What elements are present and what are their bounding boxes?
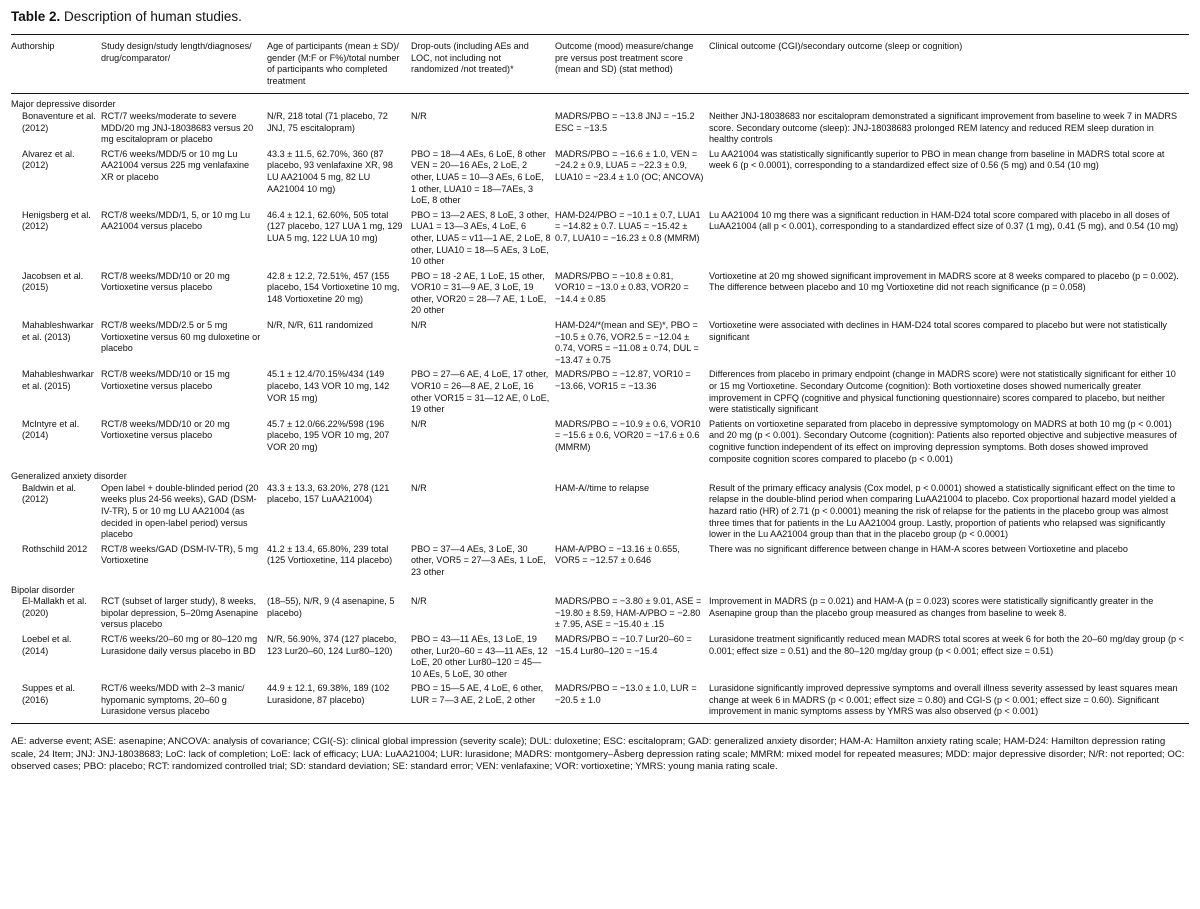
dropouts-cell: PBO = 15—5 AE, 4 LoE, 6 other, LUR = 7—3 AE, 2 LoE, 2 other (411, 683, 544, 705)
header-dropouts: Drop-outs (including AEs and LOC, not including not randomized /not treated)* (411, 41, 529, 75)
caption-label: Table 2. (11, 9, 61, 24)
group-heading: Bipolar disorder (11, 584, 75, 595)
dropouts-cell: N/R (411, 418, 427, 429)
group-heading: Generalized anxiety disorder (11, 471, 127, 482)
participants-cell: 42.8 ± 12.2, 72.51%, 457 (155 placebo, 154 Vortioxetine 10 mg, 148 Vortioxetine 20 mg) (267, 270, 400, 304)
clinical-outcome-cell: Vortioxetine were associated with declines in HAM-D24 total scores compared to placebo but were not statistically significant (709, 320, 1167, 342)
header-authorship: Authorship (11, 41, 55, 51)
outcome-cell: MADRS/PBO = −13.8 JNJ = −15.2 ESC = −13.5 (555, 110, 695, 133)
caption-title: Description of human studies. (64, 9, 242, 24)
dropouts-cell: PBO = 13—2 AES, 8 LoE, 3 other, LUA1 = 13—3 AEs, 4 LoE, 6 other, LUA5 = v11—1 AE, 2 LoE, 8 other, LUA10 = 18—5 AEs, 3 LoE, 10 other (411, 209, 551, 267)
clinical-outcome-cell: There was no significant difference between change in HAM-A scores between Vortioxetine and placebo (709, 543, 1128, 554)
group-row (11, 582, 1189, 597)
outcome-cell: HAM-D24/PBO = −10.1 ± 0.7, LUA1 = −14.82 ± 0.7. LUA5 = −15.42 ± 0.7, LUA10 = −16.23 ± 0.8 (MMRM) (555, 209, 701, 243)
studies-table (11, 35, 1189, 721)
outcome-cell: MADRS/PBO = −10.9 ± 0.6, VOR10 = −15.6 ± 0.6, VOR20 = −17.6 ± 0.6 (MMRM) (555, 418, 701, 452)
dropouts-cell: PBO = 43—11 AEs, 13 LoE, 19 other, Lur20–60 = 43—11 AEs, 12 LoE, 20 other Lur80–120 = 45—10 AEs, 5 LoE, 30 other (411, 633, 548, 679)
bottom-rule (11, 723, 1189, 724)
participants-cell: 45.7 ± 12.0/66.22%/598 (196 placebo, 195 VOR 10 mg, 207 VOR 20 mg) (267, 418, 390, 452)
dropouts-cell: N/R (411, 110, 427, 121)
group-row (11, 468, 1189, 483)
table-body (11, 96, 1189, 721)
table-row (11, 483, 1189, 544)
participants-cell: 45.1 ± 12.4/70.15%/434 (149 placebo, 143 VOR 10 mg, 142 VOR 15 mg) (267, 369, 390, 403)
study-design-cell: RCT/8 weeks/MDD/10 or 20 mg Vortioxetine versus placebo (101, 270, 230, 293)
study-design-cell: RCT/8 weeks/MDD/10 or 15 mg Vortioxetine versus placebo (101, 369, 230, 392)
study-design-cell: RCT/8 weeks/MDD/1, 5, or 10 mg Lu AA21004 versus placebo (101, 209, 251, 232)
table-row (11, 210, 1189, 271)
outcome-cell: MADRS/PBO = −12.87, VOR10 = −13.66, VOR15 = −13.36 (555, 369, 691, 392)
participants-cell: N/R, 56.90%, 374 (127 placebo, 123 Lur20–60, 124 Lur80–120) (267, 633, 397, 656)
participants-cell: N/R, 218 total (71 placebo, 72 JNJ, 75 escitalopram) (267, 110, 388, 133)
outcome-cell: MADRS/PBO = −16.6 ± 1.0, VEN = −24.2 ± 0.9, LUA5 = −22.3 ± 0.9, LUA10 = −23.4 ± 1.0 (OC; ANCOVA) (555, 148, 704, 182)
dropouts-cell: N/R (411, 320, 427, 331)
authorship-cell: Henigsberg et al. (2012) (22, 209, 91, 232)
table-row (11, 320, 1189, 369)
study-design-cell: RCT/6 weeks/MDD/5 or 10 mg Lu AA21004 versus 225 mg venlafaxine XR or placebo (101, 148, 250, 182)
header-row (11, 35, 1189, 94)
table-row (11, 683, 1189, 721)
clinical-outcome-cell: Lu AA21004 was statistically significantly superior to PBO in mean change from baseline in MADRS total score at week 6 (p < 0.0001), corresponding to a standardized effect size of 0.56 (5 mg) and 0.54 (10 mg) (709, 148, 1165, 171)
participants-cell: 44.9 ± 12.1, 69.38%, 189 (102 Lurasidone, 87 placebo) (267, 683, 390, 705)
study-design-cell: RCT/6 weeks/MDD with 2–3 manic/ hypomanic symptoms, 20–60 g Lurasidone versus placebo (101, 683, 245, 717)
authorship-cell: Jacobsen et al. (2015) (22, 270, 84, 293)
outcome-cell: MADRS/PBO = −3.80 ± 9.01, ASE = −19.80 ± 8.59, HAM-A/PBO = −2.80 ± 7.95, ASE = −15.40 ± .15 (555, 596, 702, 630)
authorship-cell: McIntyre et al. (2014) (22, 418, 80, 441)
group-heading: Major depressive disorder (11, 99, 116, 110)
dropouts-cell: N/R (411, 482, 427, 493)
header-outcome: Outcome (mood) measure/change pre versus post treatment score (mean and SD) (stat method) (555, 41, 694, 75)
header-study-design: Study design/study length/diagnoses/ drug/comparator/ (101, 41, 252, 63)
clinical-outcome-cell: Vortioxetine at 20 mg showed significant improvement in MADRS score at 8 weeks compared to placebo (p = 0.002). The difference between placebo and 10 mg Vortioxetine did not reach significance (p = 0.058) (709, 270, 1179, 293)
authorship-cell: Rothschild 2012 (22, 543, 88, 554)
outcome-cell: MADRS/PBO = −10.8 ± 0.81, VOR10 = −13.0 ± 0.83, VOR20 = −14.4 ± 0.85 (555, 270, 689, 304)
dropouts-cell: PBO = 27—6 AE, 4 LoE, 17 other, VOR10 = 26—8 AE, 2 LoE, 16 other VOR15 = 31—12 AE, 0 LoE, 19 other (411, 369, 550, 415)
table-row (11, 419, 1189, 468)
table-row (11, 271, 1189, 320)
document-page (11, 8, 1189, 774)
authorship-cell: Bonaventure et al. (2012) (22, 110, 96, 133)
table-row (11, 149, 1189, 210)
clinical-outcome-cell: Neither JNJ-18038683 nor escitalopram demonstrated a significant improvement from baseline to week 7 in MADRS score. Secondary outcome (sleep): JNJ-18038683 prolonged REM latency and reduced REM sleep duration in healthy controls (709, 110, 1178, 145)
study-design-cell: RCT/8 weeks/MDD/2.5 or 5 mg Vortioxetine versus 60 mg duloxetine or placebo (101, 320, 261, 354)
study-design-cell: RCT/8 weeks/MDD/10 or 20 mg Vortioxetine versus placebo (101, 418, 230, 441)
participants-cell: N/R, N/R, 611 randomized (267, 320, 373, 331)
clinical-outcome-cell: Lu AA21004 10 mg there was a significant reduction in HAM-D24 total score compared with placebo in all doses of LuAA21004 (all p < 0.001), corresponding to a standardized effect size of 0.37 (1 mg), 0.41 (5 mg), and 0.54 (10 mg) (709, 209, 1179, 232)
table-row (11, 544, 1189, 582)
participants-cell: 43.3 ± 11.5, 62.70%, 360 (87 placebo, 93 venlafaxine XR, 98 LU AA21004 5 mg, 82 LU AA21004 10 mg) (267, 148, 393, 194)
outcome-cell: HAM-A//time to relapse (555, 482, 649, 493)
study-design-cell: Open label + double-blinded period (20 weeks plus 24-56 weeks), GAD (DSM-IV-TR), 5 or 10 mg LU AA21004 (as decided in open-label period) versus placebo (101, 482, 259, 540)
header-participants: Age of participants (mean ± SD)/ gender (M:F or F%)/total number of participants who completed treatment (267, 41, 400, 86)
table-caption (11, 8, 1189, 26)
authorship-cell: Alvarez et al. (2012) (22, 148, 75, 171)
participants-cell: 43.3 ± 13.3, 63.20%, 278 (121 placebo, 157 LuAA21004) (267, 482, 390, 505)
outcome-cell: HAM-A/PBO = −13.16 ± 0.655, VOR5 = −12.57 ± 0.646 (555, 543, 680, 566)
authorship-cell: Suppes et al. (2016) (22, 683, 76, 705)
study-design-cell: RCT/8 weeks/GAD (DSM-IV-TR), 5 mg Vortioxetine (101, 543, 259, 566)
dropouts-cell: PBO = 18—4 AEs, 6 LoE, 8 other VEN = 20—16 AEs, 2 LoE, 2 other, LUA5 = 10—3 AEs, 6 LoE, 1 other, LUA10 = 18—7AEs, 3 LoE, 8 other (411, 148, 546, 206)
participants-cell: (18–55), N/R, 9 (4 asenapine, 5 placebo) (267, 596, 395, 618)
table-row (11, 369, 1189, 418)
participants-cell: 46.4 ± 12.1, 62.60%, 505 total (127 placebo, 127 LUA 1 mg, 129 LUA 5 mg, 122 LUA 10 mg) (267, 209, 403, 243)
table-footnote: AE: adverse event; ASE: asenapine; ANCOVA: analysis of covariance; CGI(-S): clinical global impression (severity scale); DUL: duloxetine; ESC: escitalopram; GAD: generalized anxiety disorder; HAM-A: Hamilton anxiety rating scale; HAM-D24: Hamilton depression rating scale, 24 Item; JNJ: JNJ-18038683; LoC: lack of completion; LoE: lack of efficacy; LUA: LuAA21004; LUR: lurasidone; MADRS: montgomery–Åsberg depression rating scale; MMRM: mixed model for repeated measures; MDD: major depressive disorder; N/R: not reported; OC: observed cases; PBO: placebo; RCT: randomized controlled trial; SD: standard deviation; SE: standard error; VEN: venlafaxine; VOR: vortioxetine; YMRS: young mania rating scale. (11, 736, 1185, 773)
table-row (11, 596, 1189, 634)
clinical-outcome-cell: Lurasidone significantly improved depressive symptoms and overall illness severity assessed by least squares mean change at week 6 in MADRS (p < 0.001; effect size = 0.80) and CGI-S (p < 0.001; effect size = 0.60). Significant improvement in manic symptoms assess by YMRS was also observed (p < 0.001) (709, 683, 1178, 717)
participants-cell: 41.2 ± 13.4, 65.80%, 239 total (125 Vortioxetine, 114 placebo) (267, 543, 393, 566)
clinical-outcome-cell: Improvement in MADRS (p = 0.021) and HAM-A (p = 0.023) scores were statistically significantly greater in the Asenapine group than the placebo group measured as changes from baseline to week 8. (709, 596, 1154, 618)
header-clinical-outcome: Clinical outcome (CGI)/secondary outcome (sleep or cognition) (709, 41, 963, 51)
table-row (11, 634, 1189, 683)
outcome-cell: MADRS/PBO = −10.7 Lur20–60 = −15.4 Lur80–120 = −15.4 (555, 633, 692, 656)
clinical-outcome-cell: Result of the primary efficacy analysis (Cox model, p < 0.0001) showed a statistically significant effect on the time to relapse in the double-blind period when comparing LuAA21004 to placebo. Cox proportional hazard model yielded a hazard ratio (HR) of 2.71 (p < 0.0001) meaning the risk of relapse for the patients in the placebo group was almost three times that for patients in the Lu AA21004 group. Lastly, proportion of patients who relapsed was significantly lower in the Lu AA21004 group than that in the placebo group (p < 0.0001) (709, 482, 1176, 540)
dropouts-cell: PBO = 37—4 AEs, 3 LoE, 30 other, VOR5 = 27—3 AEs, 1 LoE, 23 other (411, 543, 546, 577)
clinical-outcome-cell: Patients on vortioxetine separated from placebo in depressive symptomology on MADRS at both 10 mg (p < 0.001) and 20 mg (p < 0.001). Secondary Outcome (cognition): Patients also reported objective and subjective measures of cognitive function independent of its effect on improving depression symptoms. Both doses showed improved composite cognition scores compared to placebo (p < 0.001) (709, 418, 1177, 464)
study-design-cell: RCT/6 weeks/20–60 mg or 80–120 mg Lurasidone daily versus placebo in BD (101, 633, 258, 656)
dropouts-cell: PBO = 18 -2 AE, 1 LoE, 15 other, VOR10 = 31—9 AE, 3 LoE, 19 other, VOR20 = 28—7 AE, 1 LoE, 20 other (411, 270, 547, 316)
authorship-cell: Mahableshwarkar et al. (2015) (22, 369, 94, 392)
clinical-outcome-cell: Lurasidone treatment significantly reduced mean MADRS total scores at week 6 for both the 20–60 mg/day group (p < 0.001; effect size = 0.51) and the 80–120 mg/day group (p < 0.001; effect size = 0.51) (709, 633, 1184, 656)
outcome-cell: HAM-D24/*(mean and SE)*, PBO = −10.5 ± 0.76, VOR2.5 = −12.04 ± 0.74, VOR5 = −11.08 ± 0.74, DUL = −13.47 ± 0.75 (555, 320, 699, 365)
table-row (11, 111, 1189, 149)
dropouts-cell: N/R (411, 596, 427, 607)
authorship-cell: Baldwin et al. (2012) (22, 482, 77, 505)
study-design-cell: RCT/7 weeks/moderate to severe MDD/20 mg JNJ-18038683 versus 20 mg escitalopram or placebo (101, 110, 254, 145)
study-design-cell: RCT (subset of larger study), 8 weeks, bipolar depression, 5–20mg Asenapine versus placebo (101, 596, 259, 630)
group-row (11, 96, 1189, 111)
outcome-cell: MADRS/PBO = −13.0 ± 1.0, LUR = −20.5 ± 1.0 (555, 683, 697, 705)
authorship-cell: El-Mallakh et al. (2020) (22, 596, 87, 618)
clinical-outcome-cell: Differences from placebo in primary endpoint (change in MADRS score) were not statistically significant for either 10 or 15 mg Vortioxetine. Secondary Outcome (cognition): Both vortioxetine doses showed numerically greater improvement in CPFQ (cognitive and physical functioning questionnaire) scores compared to placebo, but neither were statistically significant (709, 369, 1176, 415)
authorship-cell: Loebel et al. (2014) (22, 633, 72, 656)
authorship-cell: Mahableshwarkar et al. (2013) (22, 320, 94, 342)
